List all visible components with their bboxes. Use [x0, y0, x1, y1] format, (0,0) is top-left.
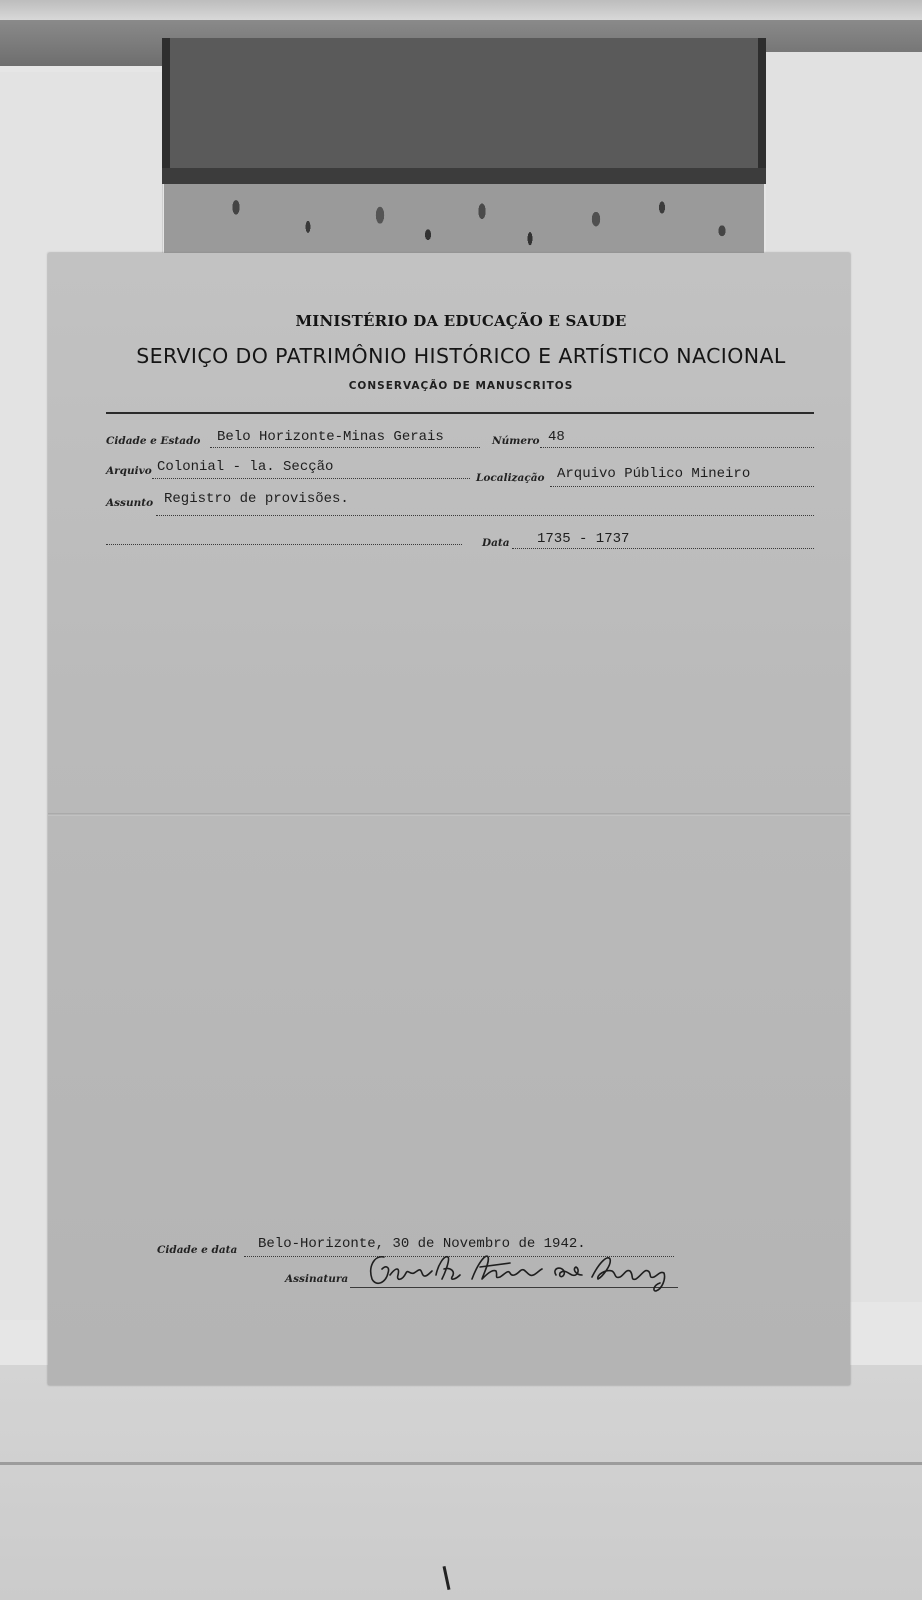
- scan-top-edge: [0, 0, 922, 20]
- arquivo-value: Colonial - la. Secção: [157, 459, 334, 475]
- section-heading: CONSERVAÇÃO DE MANUSCRITOS: [348, 380, 574, 392]
- cidade-data-value: Belo-Horizonte, 30 de Novembro de 1942.: [258, 1236, 586, 1252]
- cidade-data-label: Cidade e data: [157, 1244, 238, 1256]
- data-label: Data: [482, 537, 510, 549]
- localizacao-value: Arquivo Público Mineiro: [557, 466, 751, 482]
- arquivo-line: [152, 478, 470, 479]
- data-line: [512, 548, 814, 549]
- ministry-heading: MINISTÉRIO DA EDUCAÇÃO E SAUDE: [295, 312, 627, 330]
- numero-label: Número: [492, 435, 540, 447]
- assinatura-label: Assinatura: [285, 1273, 349, 1285]
- cidade-estado-line: [210, 447, 480, 448]
- service-heading: SERVIÇO DO PATRIMÔNIO HISTÓRICO E ARTÍSTICO NACIONAL: [136, 344, 786, 368]
- arquivo-label: Arquivo: [106, 465, 152, 477]
- catalog-form-sheet: [48, 253, 850, 1385]
- handwritten-signature: [360, 1245, 690, 1295]
- assunto-line: [156, 515, 814, 516]
- header-rule: [106, 412, 814, 414]
- cidade-estado-label: Cidade e Estado: [106, 435, 201, 447]
- scan-bottom-area: [0, 1365, 922, 1600]
- localizacao-label: Localização: [476, 472, 545, 484]
- scan-bottom-rule: [0, 1462, 922, 1465]
- numero-value: 48: [548, 429, 565, 445]
- localizacao-line: [550, 486, 814, 487]
- assunto-line-2: [106, 544, 462, 545]
- assunto-value: Registro de provisões.: [164, 491, 349, 507]
- assunto-label: Assunto: [106, 497, 154, 509]
- stained-binding-strip: [164, 184, 764, 262]
- data-value: 1735 - 1737: [537, 531, 630, 547]
- volume-cover: [162, 38, 766, 184]
- numero-line: [540, 447, 814, 448]
- cidade-estado-value: Belo Horizonte-Minas Gerais: [217, 429, 444, 445]
- volume-cover-band: [162, 168, 766, 184]
- sheet-fold-line: [48, 813, 850, 816]
